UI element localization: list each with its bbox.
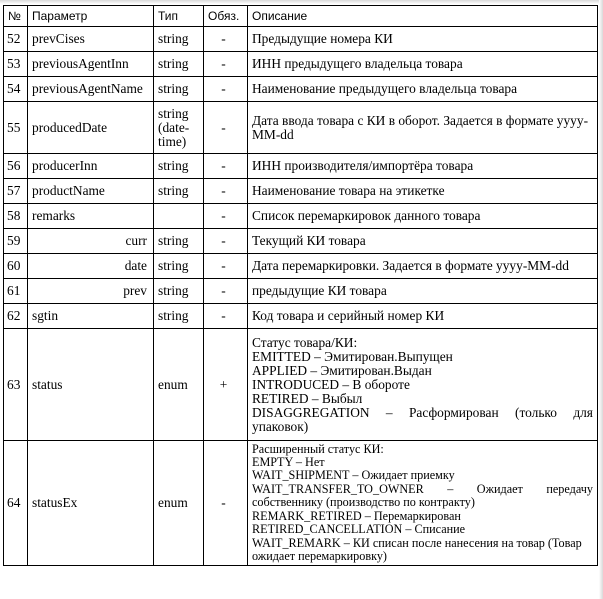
statusex-desc-line: REMARK_RETIRED – Перемаркирован — [252, 508, 461, 523]
row-param: statusEx — [28, 441, 154, 566]
row-num: 55 — [4, 102, 28, 154]
table-row — [4, 441, 598, 566]
table-row — [4, 204, 598, 229]
row-description — [248, 102, 598, 154]
header-description: Описание — [248, 6, 598, 27]
row-param: productName — [28, 179, 154, 204]
row-required: - — [204, 154, 248, 179]
status-desc-line: Статус товара/КИ: — [252, 334, 358, 350]
row-required: - — [204, 179, 248, 204]
row-param: curr — [28, 229, 154, 254]
status-word: Расформирован — [408, 404, 499, 420]
row-type-line: time) — [158, 133, 187, 149]
table-row — [4, 329, 598, 441]
row-param: producerInn — [28, 154, 154, 179]
row-description: Наименование товара на этикетке — [248, 179, 598, 204]
row-description: предыдущие КИ товара — [248, 279, 598, 304]
row-num: 58 — [4, 204, 28, 229]
status-desc-justified-line — [252, 406, 593, 420]
row-num: 62 — [4, 304, 28, 329]
header-required: Обяз. — [204, 6, 248, 27]
row-description: Дата перемаркировки. Задается в формате yyyy-MM-dd — [248, 254, 598, 279]
table-header-row — [4, 6, 598, 27]
row-required: - — [204, 229, 248, 254]
row-required: - — [204, 77, 248, 102]
status-word: DISAGGREGATION — [252, 404, 370, 420]
row-description — [248, 329, 598, 441]
row-type: string — [154, 27, 204, 52]
row-num: 57 — [4, 179, 28, 204]
row-description: ИНН производителя/импортёра товара — [248, 154, 598, 179]
row-description: Предыдущие номера КИ — [248, 27, 598, 52]
statusex-word: WAIT_TRANSFER_TO_OWNER — [252, 481, 424, 496]
row-description: Наименование предыдущего владельца товара — [248, 77, 598, 102]
statusex-desc-line: собственнику (производство по контракту) — [252, 495, 475, 510]
header-num: № — [4, 6, 28, 27]
table-row — [4, 77, 598, 102]
page-shadow-right — [599, 0, 603, 599]
table-row — [4, 279, 598, 304]
status-desc-line: упаковок) — [252, 418, 309, 434]
page-shadow-top — [0, 0, 603, 4]
statusex-desc-justified-line — [252, 483, 593, 496]
row-param: producedDate — [28, 102, 154, 154]
row-description-line: MM-dd — [252, 126, 294, 142]
row-param: prev — [28, 279, 154, 304]
statusex-word: – — [447, 481, 454, 496]
row-num: 56 — [4, 154, 28, 179]
row-type: string — [154, 52, 204, 77]
row-type — [154, 102, 204, 154]
row-param: previousAgentInn — [28, 52, 154, 77]
row-type: string — [154, 229, 204, 254]
row-required: - — [204, 204, 248, 229]
status-desc-line: RETIRED – Выбыл — [252, 390, 363, 406]
row-required: - — [204, 279, 248, 304]
statusex-desc-line: RETIRED_CANCELLATION – Списание — [252, 522, 466, 537]
row-required: - — [204, 254, 248, 279]
status-desc-line: EMITTED – Эмитирован.Выпущен — [252, 348, 453, 364]
row-type: string — [154, 279, 204, 304]
row-type: string — [154, 154, 204, 179]
statusex-desc-line: Расширенный статус КИ: — [252, 441, 384, 456]
statusex-desc-line: WAIT_REMARK – КИ списан после нанесения на товар (Товар — [252, 535, 582, 550]
parameters-table — [3, 5, 598, 566]
row-type — [154, 204, 204, 229]
table-row — [4, 102, 598, 154]
row-type: string — [154, 77, 204, 102]
row-required: - — [204, 304, 248, 329]
row-num: 52 — [4, 27, 28, 52]
row-param: status — [28, 329, 154, 441]
table-row — [4, 179, 598, 204]
table-row — [4, 154, 598, 179]
row-type: enum — [154, 329, 204, 441]
statusex-word: передачу — [546, 481, 593, 496]
header-type: Тип — [154, 6, 204, 27]
row-description: ИНН предыдущего владельца товара — [248, 52, 598, 77]
row-required: - — [204, 52, 248, 77]
row-required: + — [204, 329, 248, 441]
statusex-desc-line: ожидает перемаркировку) — [252, 548, 387, 563]
row-required: - — [204, 27, 248, 52]
row-required: - — [204, 102, 248, 154]
header-param: Параметр — [28, 6, 154, 27]
statusex-word: Ожидает — [476, 481, 523, 496]
row-required: - — [204, 441, 248, 566]
row-type-line: (date- — [158, 119, 190, 135]
row-type: string — [154, 179, 204, 204]
row-num: 59 — [4, 229, 28, 254]
row-param: prevCises — [28, 27, 154, 52]
table-row — [4, 229, 598, 254]
row-description: Список перемаркировок данного товара — [248, 204, 598, 229]
row-type: string — [154, 304, 204, 329]
row-description: Текущий КИ товара — [248, 229, 598, 254]
table-row — [4, 304, 598, 329]
status-word: для — [573, 404, 593, 420]
statusex-desc-line: WAIT_SHIPMENT – Ожидает приемку — [252, 468, 455, 483]
status-desc-line: INTRODUCED – В обороте — [252, 376, 410, 392]
row-num: 54 — [4, 77, 28, 102]
row-num: 64 — [4, 441, 28, 566]
row-description-line: Дата ввода товара с КИ в оборот. Задается в формате yyyy- — [252, 112, 589, 128]
row-param: sgtin — [28, 304, 154, 329]
row-param: previousAgentName — [28, 77, 154, 102]
row-description — [248, 441, 598, 566]
table-row — [4, 254, 598, 279]
row-param: date — [28, 254, 154, 279]
row-num: 63 — [4, 329, 28, 441]
row-num: 60 — [4, 254, 28, 279]
status-desc-line: APPLIED – Эмитирован.Выдан — [252, 362, 432, 378]
row-type: enum — [154, 441, 204, 566]
row-num: 61 — [4, 279, 28, 304]
status-word: – — [385, 404, 393, 420]
row-description: Код товара и серийный номер КИ — [248, 304, 598, 329]
status-word: (только — [514, 404, 557, 420]
table-row — [4, 52, 598, 77]
row-type-line: string — [158, 105, 189, 121]
row-type: string — [154, 254, 204, 279]
row-param: remarks — [28, 204, 154, 229]
row-num: 53 — [4, 52, 28, 77]
statusex-desc-line: EMPTY – Нет — [252, 455, 325, 470]
table-row — [4, 27, 598, 52]
